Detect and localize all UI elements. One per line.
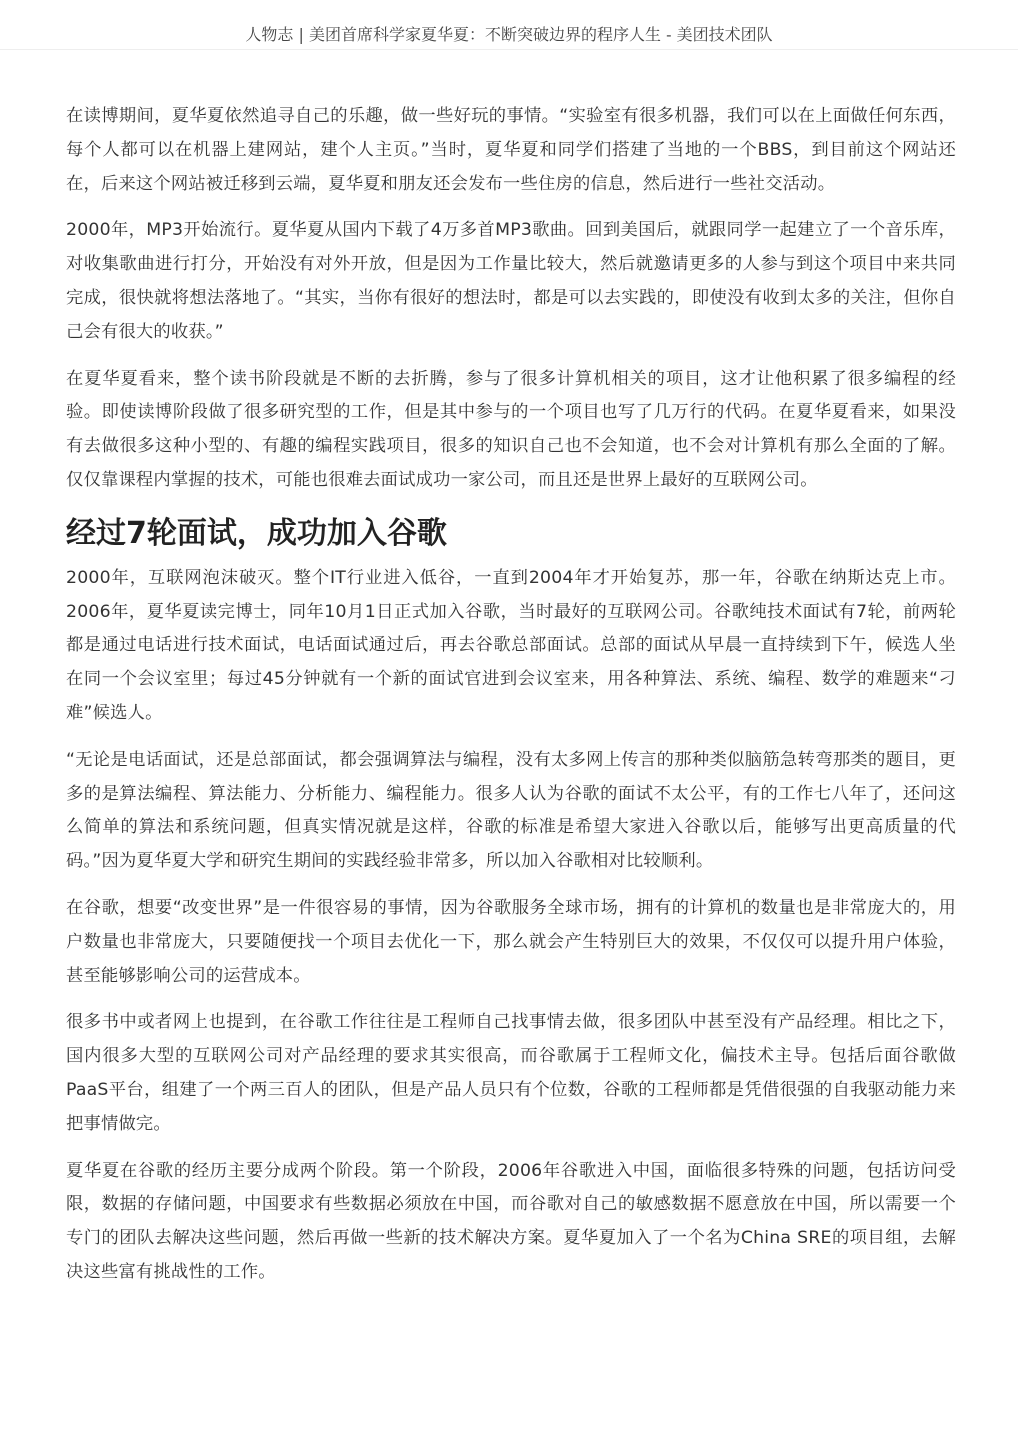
article-body (66, 100, 956, 1303)
paragraph: 2000年，MP3开始流行。夏华夏从国内下载了4万多首MP3歌曲。回到美国后，就跟同学一起建立了一个音乐库，对收集歌曲进行打分，开始没有对外开放，但是因为工作量比较大，然后就邀请更多的人参与到这个项目中来共同完成，很快就将想法落地了。“其实，当你有很好的想法时，都是可以去实践的，即使没有收到太多的关注，但你自己会有很大的收获。” (66, 220, 956, 342)
paragraph: 在夏华夏看来，整个读书阶段就是不断的去折腾，参与了很多计算机相关的项目，这才让他积累了很多编程的经验。即使读博阶段做了很多研究型的工作，但是其中参与的一个项目也写了几万行的代码。在夏华夏看来，如果没有去做很多这种小型的、有趣的编程实践项目，很多的知识自己也不会知道，也不会对计算机有那么全面的了解。仅仅靠课程内掌握的技术，可能也很难去面试成功一家公司，而且还是世界上最好的互联网公司。 (66, 368, 956, 490)
paragraph: 很多书中或者网上也提到，在谷歌工作往往是工程师自己找事情去做，很多团队中甚至没有产品经理。相比之下，国内很多大型的互联网公司对产品经理的要求其实很高，而谷歌属于工程师文化，偏技术主导。包括后面谷歌做PaaS平台，组建了一个两三百人的团队，但是产品人员只有个位数，谷歌的工程师都是凭借很强的自我驱动能力来把事情做完。 (66, 1012, 956, 1134)
paragraph: 在读博期间，夏华夏依然追寻自己的乐趣，做一些好玩的事情。“实验室有很多机器，我们可以在上面做任何东西，每个人都可以在机器上建网站，建个人主页。”当时，夏华夏和同学们搭建了当地的一个BBS，到目前这个网站还在，后来这个网站被迁移到云端，夏华夏和朋友还会发布一些住房的信息，然后进行一些社交活动。 (66, 106, 956, 194)
paragraph: 2000年，互联网泡沫破灭。整个IT行业进入低谷，一直到2004年才开始复苏，那一年，谷歌在纳斯达克上市。2006年，夏华夏读完博士，同年10月1日正式加入谷歌，当时最好的互联网公司。谷歌纯技术面试有7轮，前两轮都是通过电话进行技术面试，电话面试通过后，再去谷歌总部面试。总部的面试从早晨一直持续到下午，候选人坐在同一个会议室里；每过45分钟就有一个新的面试官进到会议室来，用各种算法、系统、编程、数学的难题来“刁难”候选人。 (66, 567, 956, 723)
page-header (0, 0, 1018, 50)
paragraph: 在谷歌，想要“改变世界”是一件很容易的事情，因为谷歌服务全球市场，拥有的计算机的数量也是非常庞大的，用户数量也非常庞大，只要随便找一个项目去优化一下，那么就会产生特别巨大的效果，不仅仅可以提升用户体验，甚至能够影响公司的运营成本。 (66, 897, 956, 986)
page-title: 人物志 | 美团首席科学家夏华夏：不断突破边界的程序人生 - 美团技术团队 (245, 25, 773, 44)
section-heading: 经过7轮面试，成功加入谷歌 (66, 515, 447, 551)
paragraph: 夏华夏在谷歌的经历主要分成两个阶段。第一个阶段，2006年谷歌进入中国，面临很多特殊的问题，包括访问受限，数据的存储问题，中国要求有些数据必须放在中国，而谷歌对自己的敏感数据不愿意放在中国，所以需要一个专门的团队去解决这些问题，然后再做一些新的技术解决方案。夏华夏加入了一个名为China SRE的项目组，去解决这些富有挑战性的工作。 (66, 1160, 956, 1282)
paragraph: “无论是电话面试，还是总部面试，都会强调算法与编程，没有太多网上传言的那种类似脑筋急转弯那类的题目，更多的是算法编程、算法能力、分析能力、编程能力。很多人认为谷歌的面试不太公平，有的工作七八年了，还问这么简单的算法和系统问题，但真实情况就是这样，谷歌的标准是希望大家进入谷歌以后，能够写出更高质量的代码。”因为夏华夏大学和研究生期间的实践经验非常多，所以加入谷歌相对比较顺利。 (66, 749, 956, 872)
